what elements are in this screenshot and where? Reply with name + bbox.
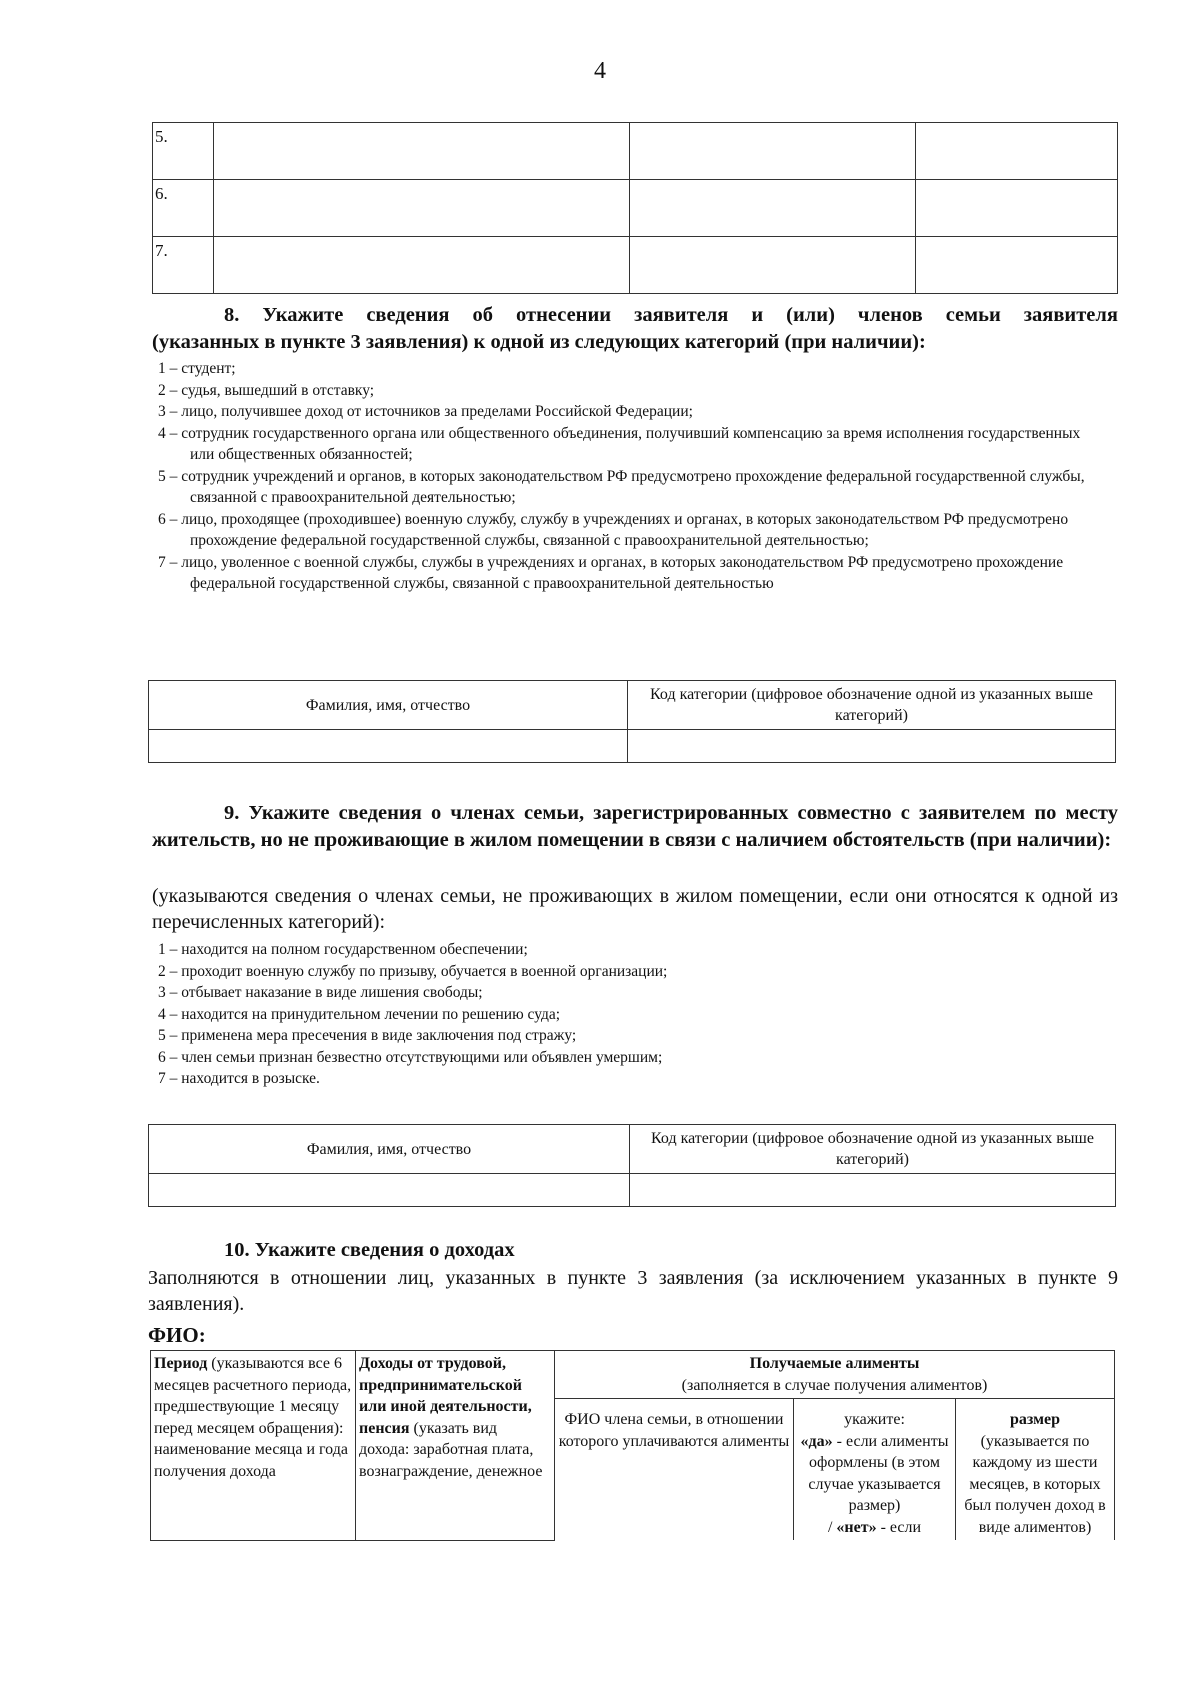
table-cell[interactable] — [214, 237, 630, 294]
list-item: 1 – находится на полном государственном обеспечении; — [158, 941, 528, 958]
income-description: (указать вид дохода: заработная плата, вознаграждение, денежное — [359, 1419, 543, 1480]
category-code-cell[interactable] — [630, 1174, 1116, 1207]
table-cell[interactable] — [630, 123, 916, 180]
table-cell[interactable] — [214, 180, 630, 237]
list-item: 6 – лицо, проходящее (проходившее) военную службу, службу в учреждениях и органах, в которых законодательством РФ предусмотрено прохождение федеральной государственной службы, связанной с правоохранительной деятельностью; — [158, 510, 1069, 549]
table-row — [153, 123, 1118, 180]
category-code-cell[interactable] — [628, 730, 1116, 763]
section9-note: (указываются сведения о членах семьи, не проживающих в жилом помещении, если они относятся к одной из перечисленных категорий): — [152, 885, 1118, 933]
header-category-code: Код категории (цифровое обозначение одной из указанных выше категорий) — [630, 1125, 1116, 1174]
alimony-title: Получаемые алименты — [749, 1355, 920, 1372]
list-item: 2 – судья, вышедший в отставку; — [158, 381, 375, 399]
list-item: 3 – лицо, получившее доход от источников за пределами Российской Федерации; — [158, 403, 693, 420]
section9-heading — [152, 800, 1118, 854]
table-cell[interactable] — [630, 237, 916, 294]
row-number: 5. — [153, 123, 214, 180]
list-item: 1 – студент; — [158, 360, 236, 377]
size-description: (указывается по каждому из шести месяцев, в которых был получен доход в виде алиментов) — [964, 1432, 1106, 1536]
list-item: 5 – сотрудник учреждений и органов, в которых законодательством РФ предусмотрено прохождение федеральной государственной службы, связанной с правоохранительной деятельностью; — [158, 467, 1085, 506]
list-item: 2 – проходит военную службу по призыву, обучается в военной организации; — [158, 962, 668, 980]
row-number: 6. — [153, 180, 214, 237]
table-row — [149, 730, 1116, 763]
alimony-subtitle: (заполняется в случае получения алиментов) — [681, 1376, 988, 1394]
fio-label: ФИО: — [148, 1323, 206, 1347]
income-label: Доходы от трудовой, предпринимательской или иной деятельности, пенсия — [359, 1355, 532, 1437]
row-number: 7. — [153, 237, 214, 294]
fio-cell[interactable] — [149, 730, 628, 763]
page-number: 4 — [594, 58, 606, 84]
section10-heading — [152, 1237, 1118, 1264]
table-cell[interactable] — [630, 180, 916, 237]
list-item: 4 – находится на принудительном лечении по решению суда; — [158, 1005, 561, 1023]
header-member-fio: ФИО члена семьи, в отношении которого уплачиваются алименты — [555, 1399, 794, 1541]
specify-yes-desc: - если алименты оформлены (в этом случае указывается размер) — [808, 1432, 949, 1514]
list-item: 3 – отбывает наказание в виде лишения свободы; — [158, 984, 483, 1001]
specify-no: «нет» — [836, 1518, 877, 1536]
table-row — [153, 180, 1118, 237]
list-item: 7 – находится в розыске. — [158, 1070, 320, 1087]
table-cell[interactable] — [916, 237, 1118, 294]
section8-table — [148, 680, 1116, 763]
table-cell[interactable] — [916, 180, 1118, 237]
list-item: 6 – член семьи признан безвестно отсутствующими или объявлен умершим; — [158, 1048, 663, 1066]
section10-heading-text: 10. Укажите сведения о доходах — [224, 1239, 515, 1261]
section9-heading-text: 9. Укажите сведения о членах семьи, зарегистрированных совместно с заявителем по месту жительств, но не проживающие в жилом помещении в связи с наличием обстоятельств (при наличии): — [152, 802, 1118, 851]
table-header-row — [149, 681, 1116, 730]
fio-cell[interactable] — [149, 1174, 630, 1207]
header-fio: Фамилия, имя, отчество — [149, 681, 628, 730]
header-category-code: Код категории (цифровое обозначение одной из указанных выше категорий) — [628, 681, 1116, 730]
list-item: 5 – применена мера пресечения в виде заключения под стражу; — [158, 1027, 577, 1044]
table-cell[interactable] — [214, 123, 630, 180]
section8-heading-line2: (указанных в пункте 3 заявления) к одной из следующих категорий (при наличии): — [152, 331, 926, 353]
header-alimony — [555, 1351, 1115, 1399]
section9-table — [148, 1124, 1116, 1207]
list-item: 7 – лицо, уволенное с военной службы, службы в учреждениях и органах, в которых законодательством РФ предусмотрено прохождение федеральной государственной службы, связанной с правоохранительной деятельностью — [158, 553, 1064, 592]
section10-note: Заполняются в отношении лиц, указанных в пункте 3 заявления (за исключением указанных в пункте 9 заявления). — [148, 1267, 1118, 1315]
continuation-table — [152, 122, 1118, 294]
header-specify — [794, 1399, 956, 1541]
header-period — [151, 1351, 356, 1541]
specify-yes: «да» — [800, 1432, 833, 1450]
section9-category-list — [158, 939, 1098, 1090]
header-income — [356, 1351, 555, 1541]
income-table — [150, 1350, 1115, 1541]
table-cell[interactable] — [916, 123, 1118, 180]
header-fio: Фамилия, имя, отчество — [149, 1125, 630, 1174]
section8-heading-line1: 8. Укажите сведения об отнесении заявителя и (или) членов семьи заявителя — [224, 304, 1118, 326]
list-item: 4 – сотрудник государственного органа или общественного объединения, получивший компенсацию за время исполнения государственных или общественных обязанностей; — [158, 424, 1081, 463]
section8-category-list — [158, 358, 1098, 595]
header-size — [956, 1399, 1115, 1541]
period-label: Период — [154, 1355, 208, 1372]
table-row — [149, 1174, 1116, 1207]
period-description: (указываются все 6 месяцев расчетного периода, предшествующие 1 месяцу перед месяцем обращения): наименование месяца и года получения дохода — [154, 1355, 352, 1480]
table-row — [153, 237, 1118, 294]
section8-heading — [152, 302, 1118, 356]
specify-no-desc: - если — [876, 1518, 922, 1536]
table-header-row — [151, 1351, 1115, 1399]
size-label: размер — [1010, 1411, 1060, 1428]
specify-separator: / — [827, 1518, 837, 1536]
table-header-row — [149, 1125, 1116, 1174]
specify-text: укажите: — [844, 1411, 905, 1428]
